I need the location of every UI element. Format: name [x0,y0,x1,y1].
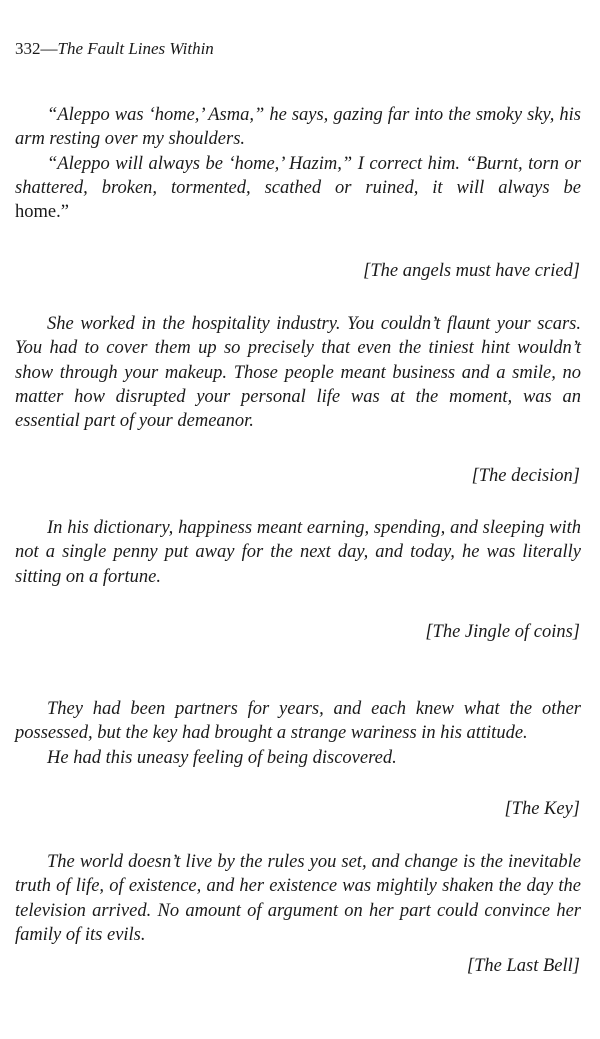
excerpt-1-caption: [The angels must have cried] [363,261,580,281]
excerpt-4-text [15,697,581,770]
excerpt-4-paragraph-2: He had this uneasy feeling of being discovered. [47,747,397,768]
running-header [15,38,214,60]
excerpt-3-paragraph-1: In his dictionary, happiness meant earning, spending, and sleeping with not a single penny put away for the next day, and today, he was literally sitting on a fortune. [15,518,581,587]
excerpt-4-caption: [The Key] [504,799,580,819]
excerpt-1-paragraph-3: home.” [15,202,69,223]
excerpt-1-text [15,103,581,224]
excerpt-1-paragraph-1: “Aleppo was ‘home,’ Asma,” he says, gazing far into the smoky sky, his arm resting over my shoulders. [15,105,581,150]
excerpt-5-paragraph-1: The world doesn’t live by the rules you set, and change is the inevitable truth of life, of existence, and her existence was mightily shaken the day the television arrived. No amount of argument on her part could convince her family of its evils. [15,852,581,945]
excerpt-5-text [15,850,581,947]
excerpt-4-paragraph-1: They had been partners for years, and each knew what the other possessed, but the key had brought a strange wariness in his attitude. [15,699,581,744]
excerpt-5-caption: [The Last Bell] [466,956,580,976]
excerpt-2-paragraph-1: She worked in the hospitality industry. You couldn’t flaunt your scars. You had to cover them up so precisely that even the tiniest hint wouldn’t show through your makeup. Those people meant business and a smile, no matter how disrupted your personal life was at the moment, was an essential part of your demeanor. [15,314,581,432]
header-separator: — [40,39,58,58]
excerpt-2-caption: [The decision] [471,466,580,486]
excerpt-3-text [15,516,581,589]
excerpt-2-text [15,312,581,433]
page-number: 332 [15,39,41,58]
excerpt-3-caption: [The Jingle of coins] [425,622,580,642]
excerpt-1-paragraph-2: “Aleppo will always be ‘home,’ Hazim,” I correct him. “Burnt, torn or shattered, broken, tormented, scathed or ruined, it will always be [15,153,581,198]
book-title: The Fault Lines Within [57,39,214,58]
